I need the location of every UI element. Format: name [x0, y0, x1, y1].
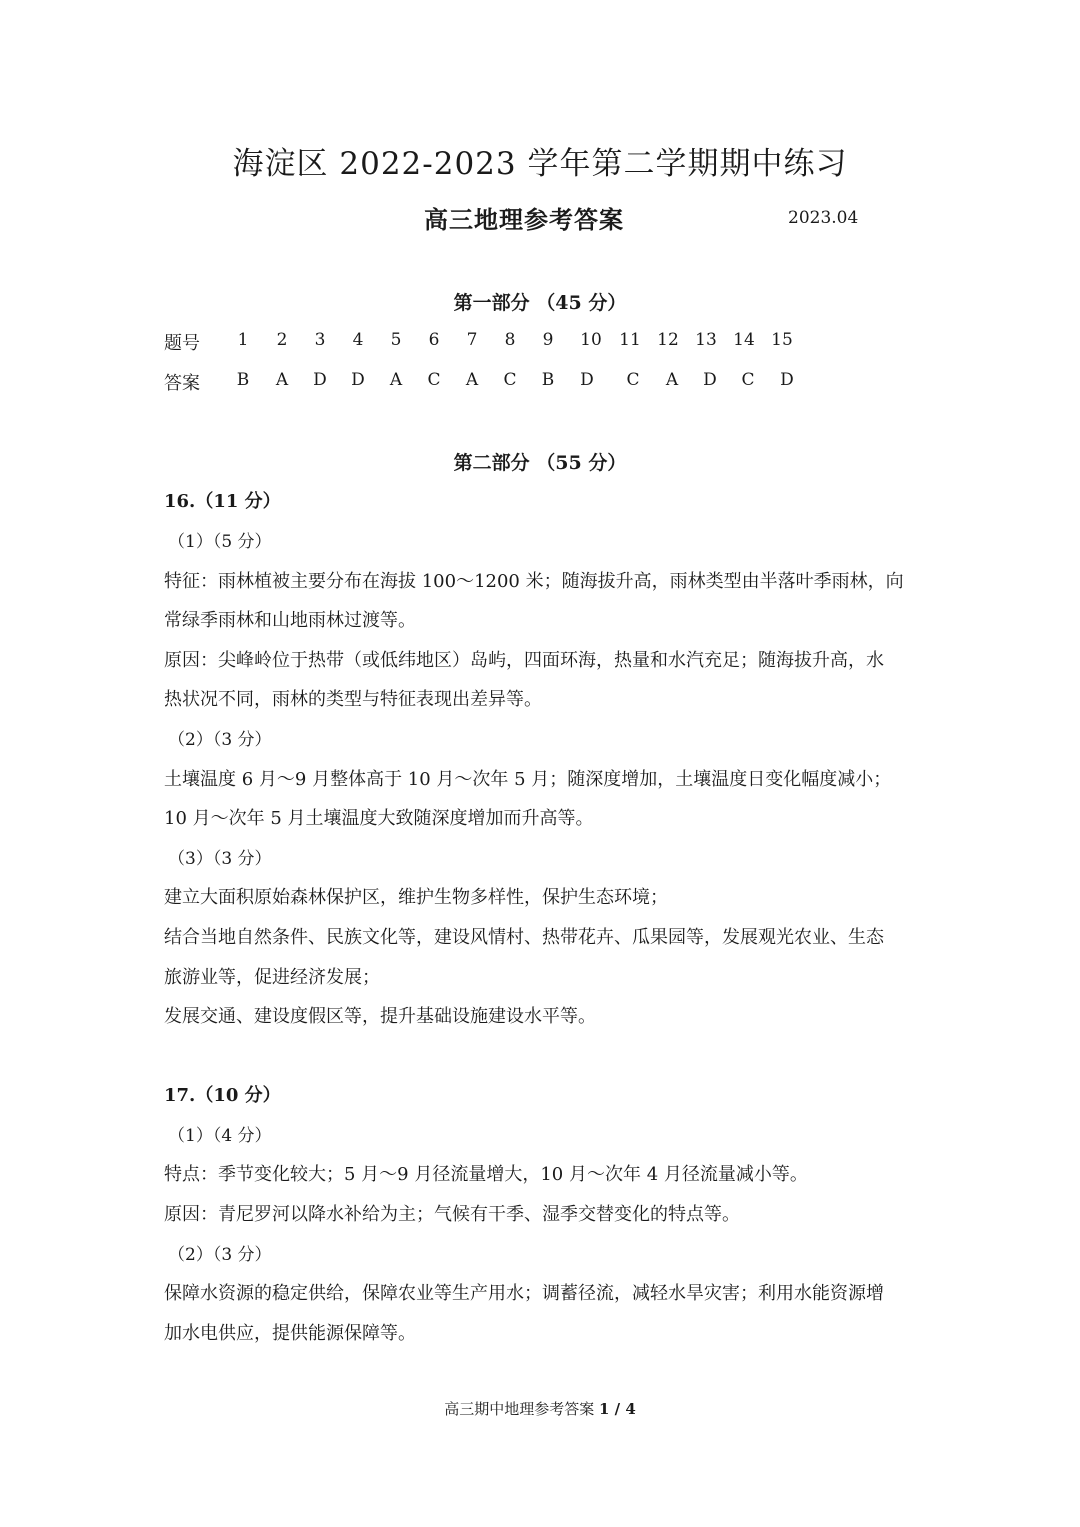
question-number-cell: 1	[237, 330, 249, 350]
answer-cell: A	[465, 370, 479, 390]
q16-sub-1: （1）（5 分）	[168, 532, 272, 552]
q16-line: 特征：雨林植被主要分布在海拔 100～1200 米；随海拔升高，雨林类型由半落叶季雨林，向	[164, 571, 904, 592]
answer-cell: C	[503, 370, 517, 390]
answer-cell: C	[741, 370, 755, 390]
q17-line: 保障水资源的稳定供给，保障农业等生产用水；调蓄径流，减轻水旱灾害；利用水能资源增	[164, 1283, 884, 1304]
document-date: 2023.04	[788, 208, 859, 228]
question-number-label: 题号	[164, 333, 200, 354]
question-number-cell: 11	[619, 330, 641, 350]
q16-line: 10 月～次年 5 月土壤温度大致随深度增加而升高等。	[164, 808, 594, 829]
answer-cell: D	[351, 370, 365, 390]
answer-cell: A	[665, 370, 679, 390]
q16-sub-3: （3）（3 分）	[168, 849, 272, 869]
question-number-cell: 13	[695, 330, 717, 350]
question-number-cell: 12	[657, 330, 679, 350]
q16-line: 旅游业等，促进经济发展；	[164, 967, 380, 988]
question-number-cell: 3	[314, 330, 326, 350]
answer-cell: B	[541, 370, 555, 390]
document-title: 海淀区 2022-2023 学年第二学期期中练习	[232, 146, 848, 182]
q16-line: 常绿季雨林和山地雨林过渡等。	[164, 610, 416, 631]
q17-sub-2: （2）（3 分）	[168, 1245, 272, 1265]
question-number-cell: 7	[466, 330, 478, 350]
question-17-heading: 17.（10 分）	[164, 1085, 281, 1106]
answer-cell: C	[626, 370, 640, 390]
answer-label: 答案	[164, 373, 200, 394]
page-footer	[0, 1398, 1080, 1419]
question-number-cell: 9	[542, 330, 554, 350]
question-16-heading: 16.（11 分）	[164, 491, 281, 512]
answer-cell: A	[389, 370, 403, 390]
q17-line: 原因：青尼罗河以降水补给为主；气候有干季、湿季交替变化的特点等。	[164, 1204, 740, 1225]
q16-line: 热状况不同，雨林的类型与特征表现出差异等。	[164, 689, 542, 710]
answer-cell: D	[313, 370, 327, 390]
question-number-cell: 5	[390, 330, 402, 350]
q17-line: 特点：季节变化较大；5 月～9 月径流量增大，10 月～次年 4 月径流量减小等。	[164, 1164, 808, 1185]
q16-line: 发展交通、建设度假区等，提升基础设施建设水平等。	[164, 1006, 596, 1027]
q16-sub-2: （2）（3 分）	[168, 730, 272, 750]
answer-cell: D	[703, 370, 717, 390]
q16-line: 建立大面积原始森林保护区，维护生物多样性，保护生态环境；	[164, 887, 668, 908]
question-number-cell: 2	[276, 330, 288, 350]
q16-line: 土壤温度 6 月～9 月整体高于 10 月～次年 5 月；随深度增加，土壤温度日变化幅度减小；	[164, 769, 892, 790]
part-two-heading: 第二部分 （55 分）	[453, 452, 627, 474]
document-subtitle: 高三地理参考答案	[424, 205, 624, 234]
q16-line: 结合当地自然条件、民族文化等，建设风情村、热带花卉、瓜果园等，发展观光农业、生态	[164, 927, 884, 948]
part-one-heading: 第一部分 （45 分）	[453, 292, 627, 314]
page-number: 1 / 4	[599, 1400, 636, 1418]
question-number-cell: 6	[428, 330, 440, 350]
answer-cell: B	[236, 370, 250, 390]
answer-cell: D	[780, 370, 794, 390]
question-number-cell: 4	[352, 330, 364, 350]
q17-sub-1: （1）（4 分）	[168, 1126, 272, 1146]
answer-cell: C	[427, 370, 441, 390]
question-number-cell: 14	[733, 330, 755, 350]
answer-cell: D	[580, 370, 594, 390]
answer-cell: A	[275, 370, 289, 390]
q17-line: 加水电供应，提供能源保障等。	[164, 1323, 416, 1344]
q16-line: 原因：尖峰岭位于热带（或低纬地区）岛屿，四面环海，热量和水汽充足；随海拔升高，水	[164, 650, 884, 671]
footer-text: 高三期中地理参考答案	[444, 1400, 595, 1418]
question-number-cell: 15	[771, 330, 793, 350]
question-number-cell: 8	[504, 330, 516, 350]
question-number-cell: 10	[580, 330, 602, 350]
